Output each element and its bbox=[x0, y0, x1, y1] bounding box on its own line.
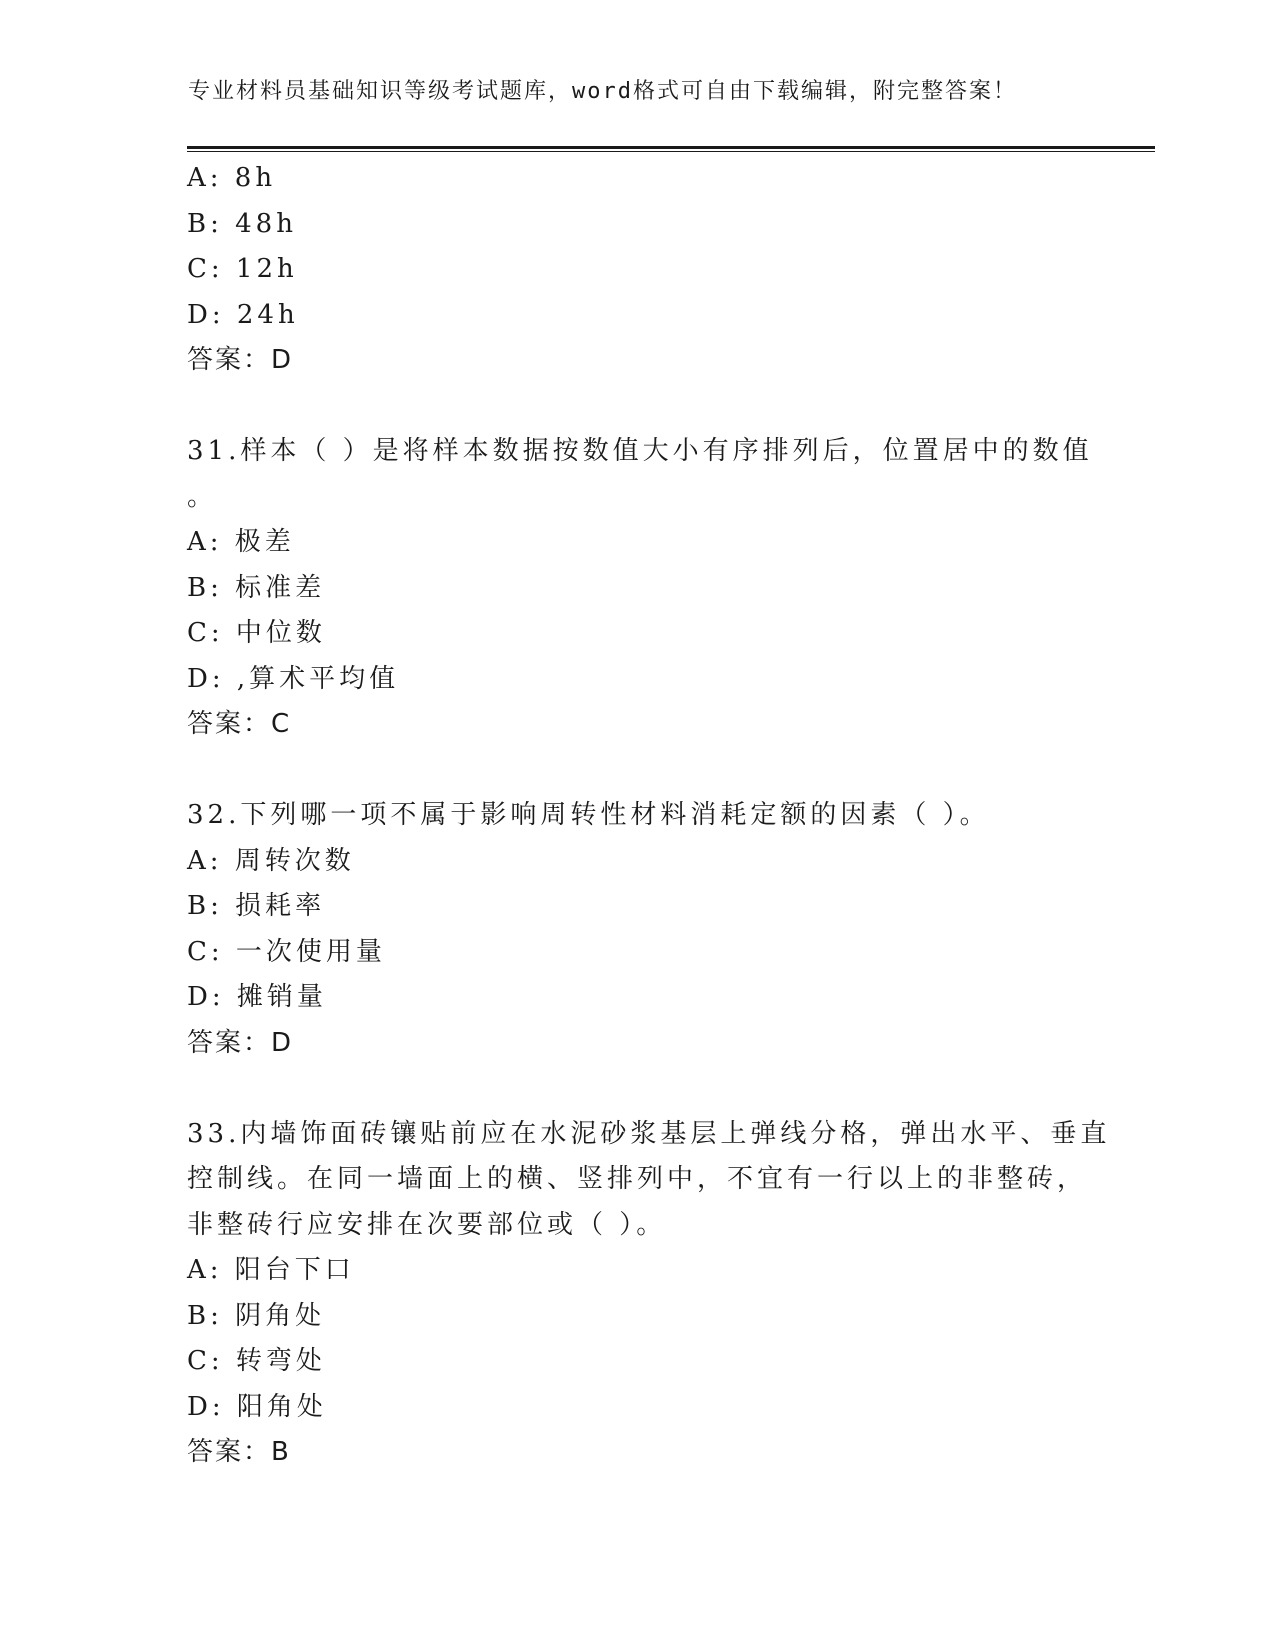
spacer bbox=[187, 748, 1087, 794]
option-a: A: 极差 bbox=[187, 527, 295, 557]
option-d: D: 阳角处 bbox=[187, 1391, 327, 1422]
question-33-block bbox=[187, 1112, 1111, 1476]
option-b: B: 48h bbox=[187, 208, 297, 239]
header-rule-thin bbox=[187, 151, 1155, 152]
option-d: D: 摊销量 bbox=[187, 982, 327, 1012]
option-a: A: 8h bbox=[187, 163, 277, 193]
question-31-block bbox=[187, 429, 1093, 748]
option-b: B: 阴角处 bbox=[187, 1300, 326, 1331]
option-c: C: 中位数 bbox=[187, 618, 326, 648]
option-c: C: 一次使用量 bbox=[187, 936, 386, 967]
document-body bbox=[187, 156, 1111, 1476]
spacer bbox=[187, 384, 1087, 430]
question-stem: 32.下列哪一项不属于影响周转性材料消耗定额的因素（ ）。 bbox=[187, 800, 990, 830]
answer: 答案：D bbox=[187, 1027, 294, 1058]
question-stem: 31.样本（ ）是将样本数据按数值大小有序排列后，位置居中的数值 bbox=[187, 436, 1093, 466]
question-stem-continued: 控制线。在同一墙面上的横、竖排列中，不宜有一行以上的非整砖， bbox=[187, 1164, 1088, 1194]
header-rule-thick bbox=[187, 146, 1155, 149]
option-c: C: 12h bbox=[187, 254, 298, 284]
answer: 答案：B bbox=[187, 1437, 291, 1467]
spacer bbox=[187, 1066, 1087, 1112]
option-a: A: 阳台下口 bbox=[187, 1255, 355, 1285]
page-header: 专业材料员基础知识等级考试题库，word格式可自由下载编辑，附完整答案！ bbox=[188, 79, 1017, 104]
option-a: A: 周转次数 bbox=[187, 845, 355, 876]
question-stem-continued: 。 bbox=[187, 481, 218, 512]
option-b: B: 标准差 bbox=[187, 572, 326, 603]
option-d: D: ,算术平均值 bbox=[187, 663, 400, 694]
question-stem: 33.内墙饰面砖镶贴前应在水泥砂浆基层上弹线分格，弹出水平、垂直 bbox=[187, 1118, 1111, 1149]
answer: 答案：D bbox=[187, 345, 294, 375]
question-32-block bbox=[187, 793, 1087, 1066]
option-c: C: 转弯处 bbox=[187, 1346, 326, 1376]
answer: 答案：C bbox=[187, 709, 292, 739]
question-stem-continued: 非整砖行应安排在次要部位或（ ）。 bbox=[187, 1209, 667, 1240]
option-d: D: 24h bbox=[187, 299, 299, 330]
option-b: B: 损耗率 bbox=[187, 891, 326, 921]
question-30-block bbox=[187, 156, 1087, 384]
